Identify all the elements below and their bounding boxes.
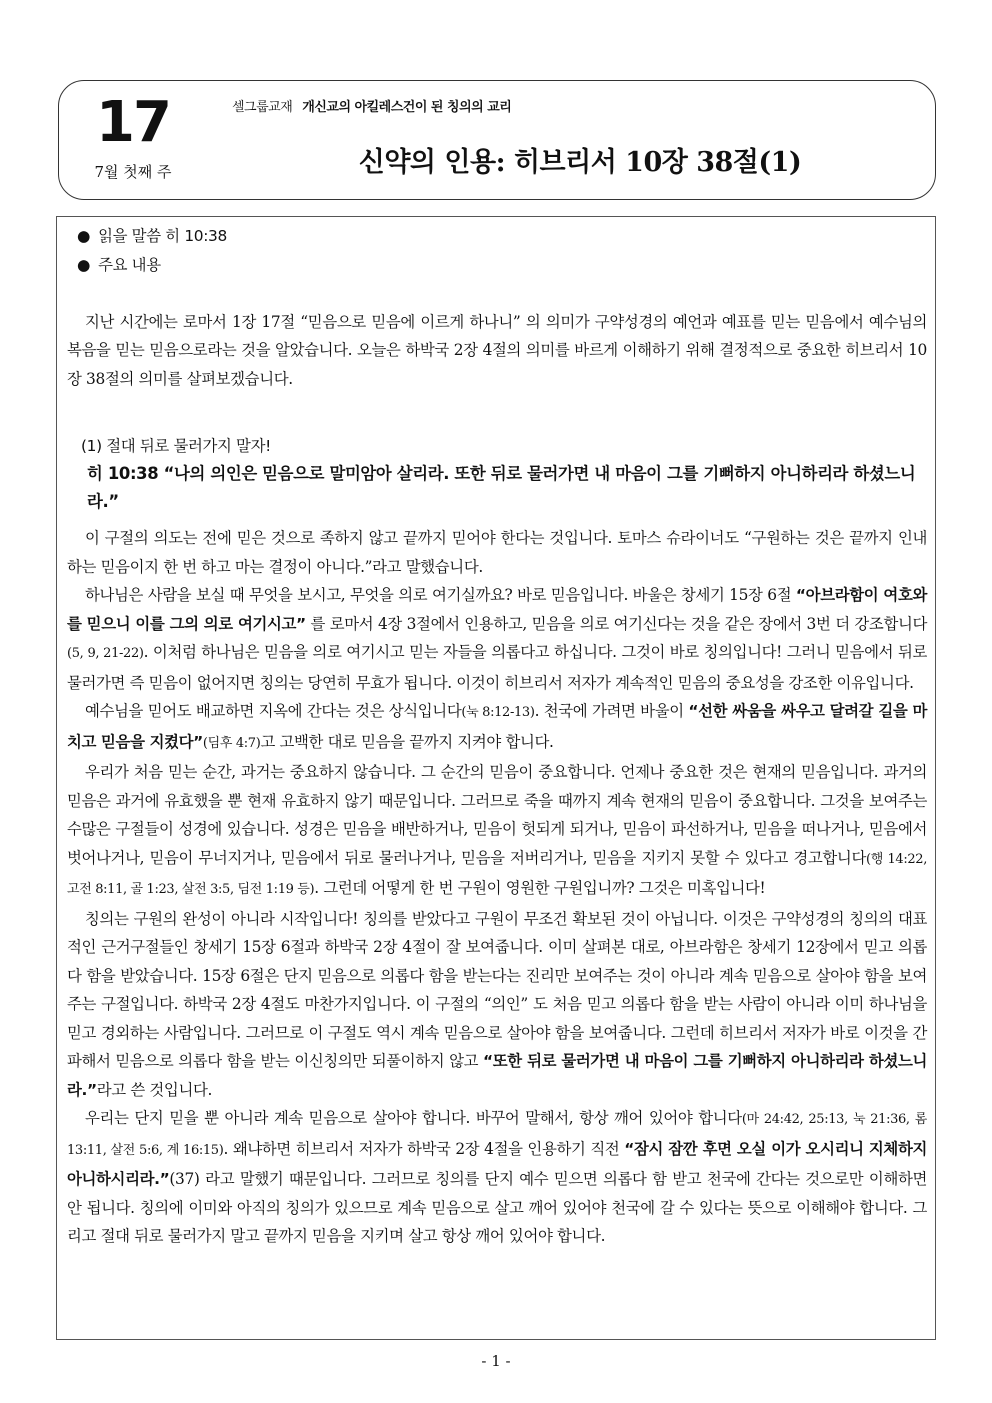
page-title: 신약의 인용: 히브리서 10장 38절(1) bbox=[358, 147, 802, 178]
reading-bullet bbox=[67, 222, 927, 251]
bullet-dot-icon: ● bbox=[77, 255, 91, 274]
week-label: 7월 첫째 주 bbox=[94, 163, 172, 181]
key-verse: 히 10:38 “나의 의인은 믿음으로 말미암아 살리라. 또한 뒤로 물러가면 내 마음이 그를 기뻐하지 아니하리라 하셨느니라.” bbox=[87, 464, 916, 511]
reading-label: 읽을 말씀 bbox=[98, 227, 161, 245]
bullet-dot-icon: ● bbox=[77, 227, 91, 245]
series-prefix: 셀그룹교재 bbox=[232, 100, 293, 115]
paragraph-4: 우리가 처음 믿는 순간, 과거는 중요하지 않습니다. 그 순간의 믿음이 중요합니다. 언제나 중요한 것은 현재의 믿음입니다. 과거의 믿음은 과거에 유효했을 뿐 현재 유효하지 않기 때문입니다. 그러므로 죽을 때까지 계속 현재의 믿음이 중요합니다. 그것을 보여주는 수많은 구절들이 성경에 있습니다. 성경은 믿음을 배반하거나, 믿음이 헛되게 되거나, 믿음이 파선하거나, 믿음을 떠나거나, 믿음에서 벗어나거나, 믿음이 무너지거나, 믿음에서 뒤로 물러나거나, 믿음을 저버리거나, 믿음을 지키지 못할 수 있다고 경고합니다(행 14:22, 고전 8:11, 골 1:23, 살전 3:5, 딤전 1:19 등). 그런데 어떻게 한 번 구원이 영원한 구원입니까? 그것은 미혹입니다! bbox=[67, 763, 927, 897]
section-heading: (1) 절대 뒤로 물러가지 말자! bbox=[81, 436, 271, 455]
main-label: 주요 내용 bbox=[98, 255, 161, 274]
paragraph-1: 이 구절의 의도는 전에 믿은 것으로 족하지 않고 끝까지 믿어야 한다는 것입니다. 토마스 슈라이너도 “구원하는 것은 끝까지 인내하는 믿음이지 한 번 하고 마는 결정이 아니다.”라고 말했습니다. bbox=[67, 529, 927, 576]
page-number: - 1 - bbox=[481, 1352, 511, 1370]
paragraph-5: 칭의는 구원의 완성이 아니라 시작입니다! 칭의를 받았다고 구원이 무조건 확보된 것이 아닙니다. 이것은 구약성경의 칭의의 대표적인 근거구절들인 창세기 15장 6절과 하박국 2장 4절이 잘 보여줍니다. 이미 살펴본 대로, 아브라함은 창세기 12장에서 믿고 의롭다 함을 받았습니다. 15장 6절은 단지 믿음으로 의롭다 함을 받는다는 진리만 보여주는 것이 아니라 계속 믿음으로 살아야 함을 보여주는 구절입니다. 하박국 2장 4절도 마찬가지입니다. 이 구절의 “의인” 도 처음 믿고 의롭다 함을 받는 사람이 아니라 이미 하나님을 믿고 경외하는 사람입니다. 그러므로 이 구절도 역시 계속 믿음으로 살아야 함을 보여줍니다. 그런데 히브리서 저자가 바로 이것을 간파해서 믿음으로 의롭다 함을 받는 이신칭의만 되풀이하지 않고 “또한 뒤로 물러가면 내 마음이 그를 기뻐하지 아니하리라 하셨느니라.”라고 쓴 것입니다. bbox=[67, 909, 927, 1099]
lesson-number: 17 bbox=[96, 90, 170, 155]
paragraph-2: 하나님은 사람을 보실 때 무엇을 보시고, 무엇을 의로 여기실까요? 바로 믿음입니다. 바울은 창세기 15장 6절 “아브라함이 여호와를 믿으니 이를 그의 의로 여기시고” 를 로마서 4장 3절에서 인용하고, 믿음을 의로 여기신다는 것을 같은 장에서 3번 더 강조합니다(5, 9, 21-22). 이처럼 하나님은 믿음을 의로 여기시고 믿는 자들을 의롭다고 하십니다. 그것이 바로 칭의입니다! 그러니 믿음에서 뒤로 물러가면 즉 믿음이 없어지면 칭의는 당연히 무효가 됩니다. 이것이 히브리서 저자가 계속적인 믿음의 중요성을 강조한 이유입니다. bbox=[67, 586, 927, 692]
main-bullet bbox=[67, 251, 927, 280]
reading-ref: 히 10:38 bbox=[165, 227, 227, 245]
paragraph-3: 예수님을 믿어도 배교하면 지옥에 간다는 것은 상식입니다(눅 8:12-13). 천국에 가려면 바울이 “선한 싸움을 싸우고 달려갈 길을 마치고 믿음을 지켰다”(딤후 4:7)고 고백한 대로 믿음을 끝까지 지켜야 합니다. bbox=[67, 702, 927, 751]
series-name: 개신교의 아킬레스건이 된 칭의의 교리 bbox=[302, 100, 512, 115]
paragraph-6: 우리는 단지 믿을 뿐 아니라 계속 믿음으로 살아야 합니다. 바꾸어 말해서, 항상 깨어 있어야 합니다(마 24:42, 25:13, 눅 21:36, 롬 13:11, 살전 5:6, 계 16:15). 왜냐하면 히브리서 저자가 하박국 2장 4절을 인용하기 직전 “잠시 잠깐 후면 오실 이가 오시리니 지체하지 아니하시리라.”(37) 라고 말했기 때문입니다. 그러므로 칭의를 단지 예수 믿으면 의롭다 함 받고 천국에 간다는 것으로만 이해하면 안 됩니다. 칭의에 이미와 아직의 칭의가 있으므로 계속 믿음으로 살고 깨어 있어야 천국에 갈 수 있다는 뜻으로 이해해야 합니다. 그리고 절대 뒤로 물러가지 말고 끝까지 믿음을 지키며 살고 항상 깨어 있어야 합니다. bbox=[67, 1109, 927, 1245]
series-line bbox=[232, 96, 511, 115]
intro-paragraph: 지난 시간에는 로마서 1장 17절 “믿음으로 믿음에 이르게 하나니” 의 의미가 구약성경의 예언과 예표를 믿는 믿음에서 예수님의 복음을 믿는 믿음으로라는 것을 알았습니다. 오늘은 하박국 2장 4절의 의미를 바르게 이해하기 위해 결정적으로 중요한 히브리서 10장 38절의 의미를 살펴보겠습니다. bbox=[67, 312, 927, 388]
content bbox=[67, 222, 927, 1251]
